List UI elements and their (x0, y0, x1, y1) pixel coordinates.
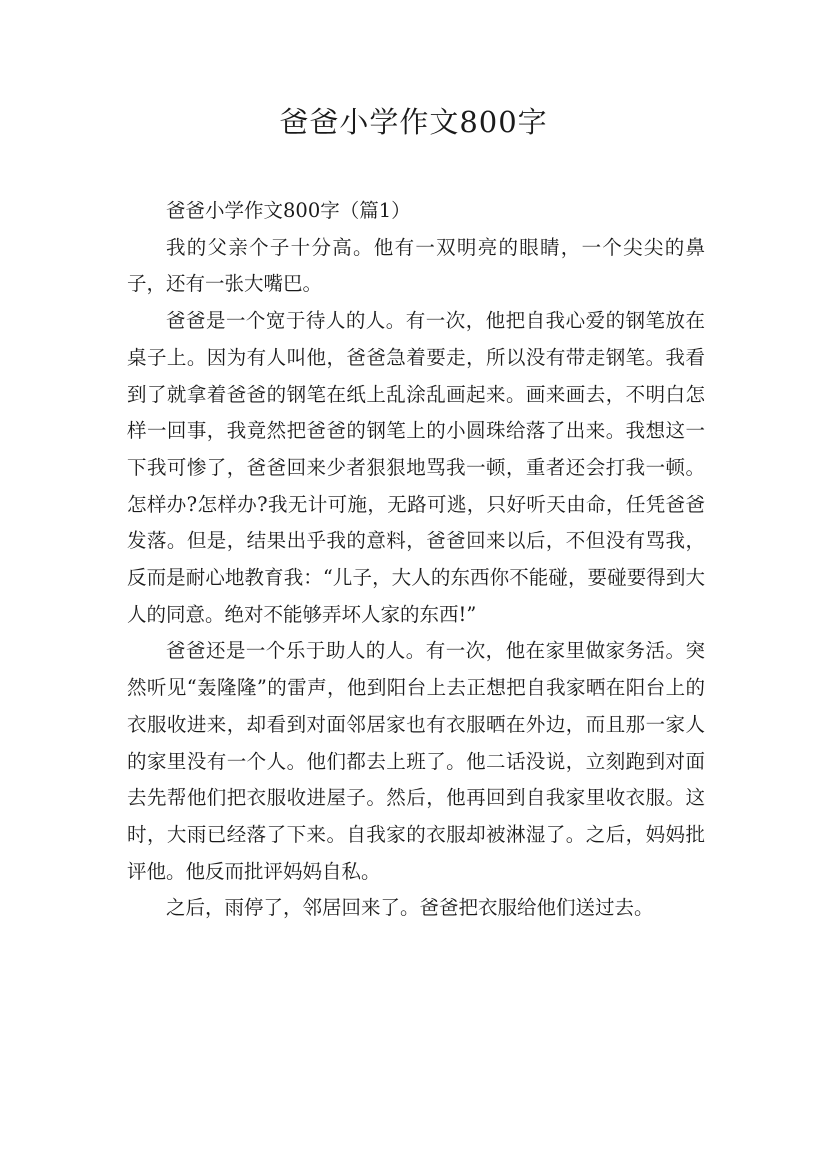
paragraph-4: 之后，雨停了，邻居回来了。爸爸把衣服给他们送过去。 (166, 896, 654, 920)
paragraph-3: 爸爸还是一个乐于助人的人。有一次，他在家里做家务活。突然听见“轰隆隆”的雷声，他到阳台上去正想把自我家晒在阳台上的衣服收进来，却看到对面邻居家也有衣服晒在外边，而且那一家人的家里没有一个人。他们都去上班了。他二话没说，立刻跑到对面去先帮他们把衣服收进屋子。然后，他再回到自我家里收衣服。这时，大雨已经落了下来。自我家的衣服却被淋湿了。之后，妈妈批评他。他反而批评妈妈自私。 (127, 639, 705, 883)
document-body (127, 193, 705, 927)
paragraph-1: 我的父亲个子十分高。他有一双明亮的眼睛，一个尖尖的鼻子，还有一张大嘴巴。 (127, 235, 705, 296)
paragraph-2: 爸爸是一个宽于待人的人。有一次，他把自我心爱的钢笔放在桌子上。因为有人叫他，爸爸急着要走，所以没有带走钢笔。我看到了就拿着爸爸的钢笔在纸上乱涂乱画起来。画来画去，不明白怎样一回事，我竟然把爸爸的钢笔上的小圆珠给落了出来。我想这一下我可惨了，爸爸回来少者狠狠地骂我一顿，重者还会打我一顿。怎样办?怎样办?我无计可施，无路可逃，只好听天由命，任凭爸爸发落。但是，结果出乎我的意料，爸爸回来以后，不但没有骂我，反而是耐心地教育我：“儿子，大人的东西你不能碰，要碰要得到大人的同意。绝对不能够弄坏人家的东西!” (127, 309, 705, 626)
section-heading: 爸爸小学作文800字（篇1） (166, 199, 411, 222)
document-title: 爸爸小学作文800字 (279, 105, 548, 139)
